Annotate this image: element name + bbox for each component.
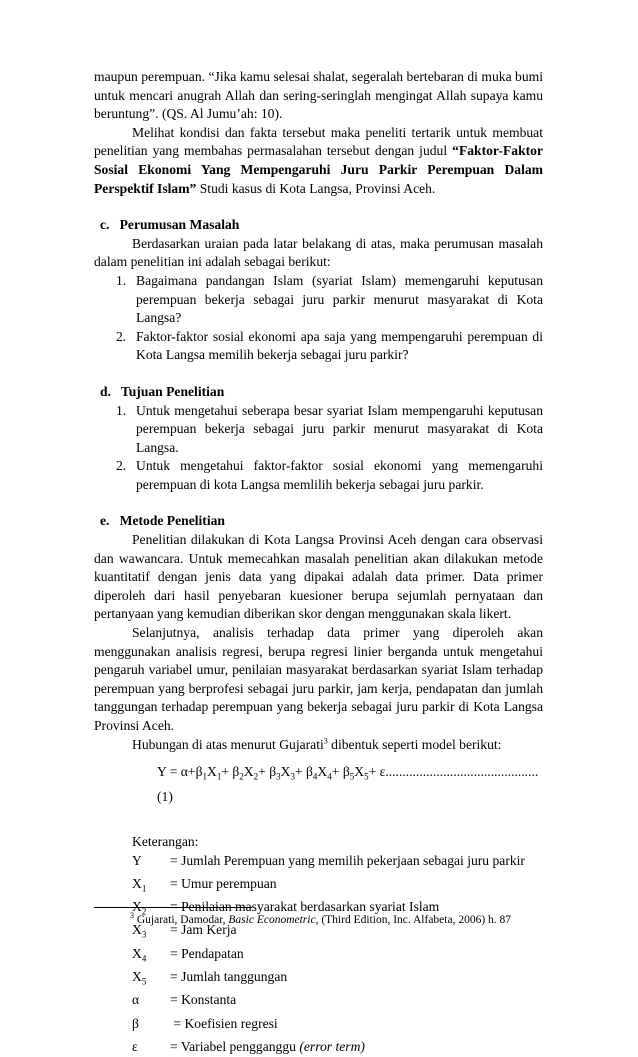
variable-desc: = Umur perempuan <box>170 875 277 891</box>
variable-desc: = Jam Kerja <box>170 922 237 938</box>
para2-start: Melihat kondisi dan fakta tersebut maka peneliti tertarik untuk membuat penelitian yang membahas permasalahan tersebut dengan judul <box>94 124 543 159</box>
list-number: 2. <box>116 328 127 344</box>
paragraph-research-title <box>94 124 543 198</box>
footnote-book-title: Basic Econometric <box>228 914 316 926</box>
paragraph-metode-3 <box>94 736 543 755</box>
list-text: Untuk mengetahui seberapa besar syariat Islam mempengaruhi keputusan perempuan bekerja sebagai juru parkir menurut masyarakat di Kota Langsa. <box>136 402 543 455</box>
footnote-ref: 3 <box>323 736 328 746</box>
footnote: $^3$ Gujarati, Damodar, Basic Econometric, (Third Edition, Inc. Alfabeta, 2006) h. 87 <box>130 911 512 926</box>
list-text: Untuk mengetahui faktor-faktor sosial ekonomi yang memengaruhi perempuan di kota Langsa memlilih bekerja sebagai juru parkir. <box>136 458 543 492</box>
para2-end: Studi kasus di Kota Langsa, Provinsi Aceh. <box>196 180 436 196</box>
heading-tujuan-penelitian: d. Tujuan Penelitian <box>100 383 225 399</box>
paragraph-perumusan-intro: Berdasarkan uraian pada latar belakang di atas, maka perumusan masalah dalam penelitian ini adalah sebagai berikut: <box>94 235 543 270</box>
variable-desc: = Variabel pengganggu (error term) <box>170 1039 365 1054</box>
list-tujuan <box>94 402 543 495</box>
variable-symbol: ε <box>132 1039 138 1054</box>
keterangan-row <box>94 945 543 968</box>
heading-metode-penelitian: e. Metode Penelitian <box>100 513 225 529</box>
paragraph-quran-quote: maupun perempuan. “Jika kamu selesai shalat, segeralah bertebaran di muka bumi untuk mencari anugrah Allah dan sering-seringlah mengingat Allah supaya kamu beruntung”. (QS. Al Jumu’ah: 10). <box>94 69 543 122</box>
para3-start: Hubungan di atas menurut Gujarati <box>132 736 324 752</box>
list-text: Faktor-faktor sosial ekonomi apa saja yang mempengaruhi perempuan di Kota Langsa memilih bekerja sebagai juru parkir? <box>136 328 543 363</box>
paragraph-metode-1: Penelitian dilakukan di Kota Langsa Provinsi Aceh dengan cara observasi dan wawancara. Untuk memecahkan masalah penelitian akan dilakukan metode kuantitatif dengan jenis data yang dipakai adalah data primer. Data primer diperoleh dari hasil penyebaran kuesioner berupa sejumlah pernyataan dan pertanyaan yang kemudian diberikan skor dengan menggunakan skala likert. <box>94 532 543 622</box>
keterangan-row <box>94 1038 543 1057</box>
variable-symbol: $X_4$ <box>132 945 147 964</box>
variable-symbol: α <box>132 992 140 1008</box>
list-item <box>94 402 543 458</box>
variable-symbol: $X_3$ <box>132 922 147 941</box>
variable-desc: = Penilaian masyarakat berdasarkan syariat Islam <box>170 899 440 915</box>
variable-desc: = Jumlah tanggungan <box>170 969 288 985</box>
document-page <box>94 68 543 1057</box>
variable-symbol: β <box>132 1015 139 1031</box>
list-number: 1. <box>116 402 127 418</box>
paragraph-metode-2: Selanjutnya, analisis terhadap data primer yang diperoleh akan menggunakan analisis regresi, berupa regresi linier berganda untuk mengetahui pengaruh variabel umur, penilaian masyarakat berdasarkan syariat Islam terhadap perempuan yang berprofesi sebagai juru parkir, jam kerja, pendapatan dan jumlah tanggungan terhadap perempuan yang bekerja sebagai juru parkir di Kota Langsa Provinsi Aceh. <box>94 625 543 733</box>
variable-symbol: $X_5$ <box>132 969 147 987</box>
variable-symbol: Y <box>132 852 142 868</box>
regression-equation: $Y = \alpha+\beta_1X_1+ \beta_2X_2+ \beta_3X_3+ \beta_4X_4+ \beta_5X_5+ \varepsilon$............................................. (1) <box>157 764 539 804</box>
keterangan-row <box>94 1015 543 1038</box>
list-item <box>94 272 543 328</box>
keterangan-row <box>94 852 543 875</box>
keterangan-title: Keterangan: <box>132 833 199 849</box>
heading-perumusan-masalah: c. Perumusan Masalah <box>100 217 240 233</box>
equation-number: ............................................. (1) <box>157 764 539 804</box>
keterangan-row <box>94 968 543 991</box>
keterangan-row <box>94 991 543 1014</box>
list-text: Bagaimana pandangan Islam (syariat Islam) memengaruhi keputusan perempuan bekerja sebagai juru parkir menurut masyarakat di Kota Langsa? <box>136 272 543 326</box>
list-number: 2. <box>116 458 127 474</box>
list-item <box>94 328 543 365</box>
list-perumusan <box>94 272 543 365</box>
list-number: 1. <box>116 272 127 288</box>
footnote-number: 3 <box>130 911 134 921</box>
variable-symbol: $X_1$ <box>132 875 147 894</box>
variable-desc: = Konstanta <box>170 992 237 1008</box>
footnote-divider <box>94 907 252 908</box>
variable-desc: = Jumlah Perempuan yang memilih pekerjaan sebagai juru parkir <box>170 852 525 868</box>
para3-end: dibentuk seperti model berikut: <box>327 736 502 752</box>
keterangan-row <box>94 875 543 898</box>
keterangan-list <box>94 852 543 1057</box>
variable-desc: = Koefisien regresi <box>170 1015 278 1031</box>
list-item <box>94 457 543 494</box>
research-title: “Faktor-Faktor Sosial Ekonomi Yang Mempengaruhi Juru Parkir Perempuan Dalam Perspektif Islam” <box>94 143 543 196</box>
variable-desc: = Pendapatan <box>170 945 244 961</box>
variable-symbol: $X_2$ <box>132 899 147 917</box>
